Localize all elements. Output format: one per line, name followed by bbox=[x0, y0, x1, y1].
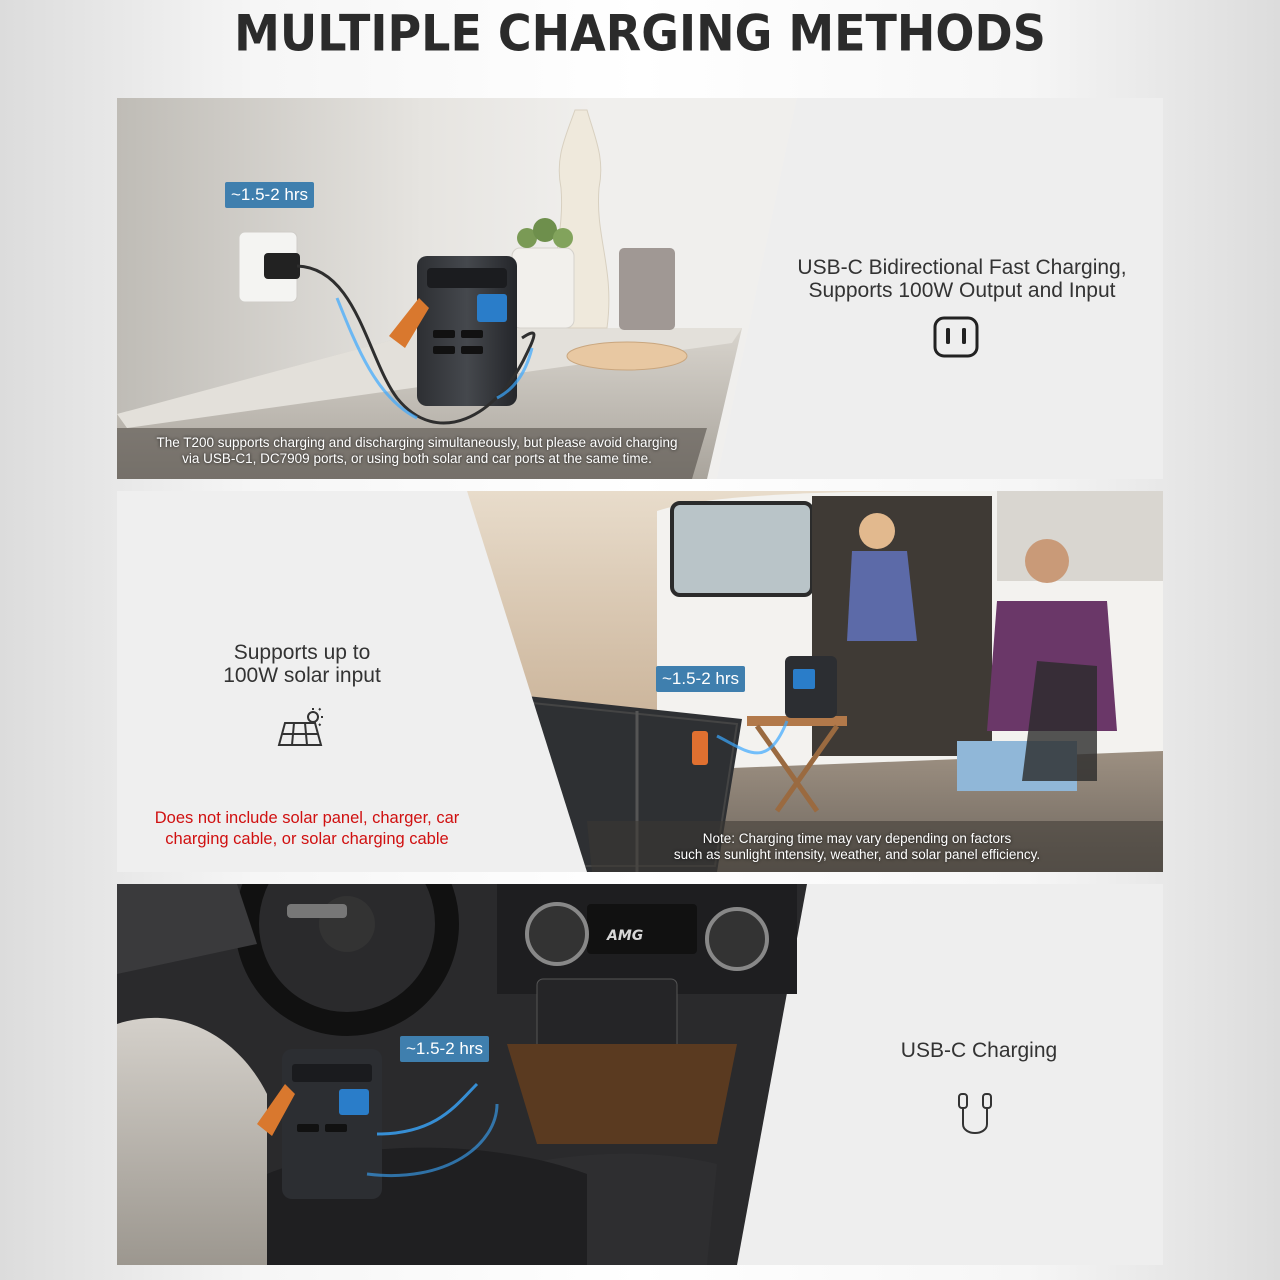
feature-text bbox=[829, 1039, 1129, 1062]
caption-line: such as sunlight intensity, weather, and solar panel efficiency. bbox=[673, 847, 1041, 862]
solar-charging-caption bbox=[617, 831, 1097, 863]
usb-c-cable-icon bbox=[955, 1090, 995, 1138]
page-title: MULTIPLE CHARGING METHODS bbox=[234, 3, 1046, 63]
charge-time-badge: ~1.5-2 hrs bbox=[656, 666, 745, 692]
feature-line: USB-C Charging bbox=[900, 1039, 1058, 1062]
warning-line: charging cable, or solar charging cable bbox=[165, 830, 449, 848]
caption-line: via USB-C1, DC7909 ports, or using both solar and car ports at the same time. bbox=[182, 451, 652, 466]
feature-line: 100W solar input bbox=[223, 664, 381, 687]
feature-text bbox=[152, 641, 452, 687]
feature-line: USB-C Bidirectional Fast Charging, bbox=[797, 256, 1127, 279]
not-included-warning bbox=[132, 808, 482, 850]
caption-line: The T200 supports charging and discharging simultaneously, but please avoid charging bbox=[156, 435, 678, 450]
feature-text bbox=[762, 256, 1162, 302]
feature-line: Supports up to bbox=[233, 641, 371, 664]
car-charging-photo bbox=[117, 884, 1163, 1265]
ac-outlet-icon bbox=[933, 316, 979, 358]
feature-line: Supports 100W Output and Input bbox=[808, 279, 1116, 302]
section-car-charging bbox=[117, 884, 1163, 1265]
section-wall-charging bbox=[117, 98, 1163, 479]
charge-time-badge: ~1.5-2 hrs bbox=[400, 1036, 489, 1062]
caption-line: Note: Charging time may vary depending on factors bbox=[702, 831, 1012, 846]
section-solar-charging bbox=[117, 491, 1163, 872]
warning-line: Does not include solar panel, charger, car bbox=[154, 809, 460, 827]
wall-charging-caption bbox=[117, 435, 717, 467]
charge-time-badge: ~1.5-2 hrs bbox=[225, 182, 314, 208]
amg-logo: AMG bbox=[607, 928, 644, 944]
solar-panel-icon bbox=[277, 707, 325, 747]
